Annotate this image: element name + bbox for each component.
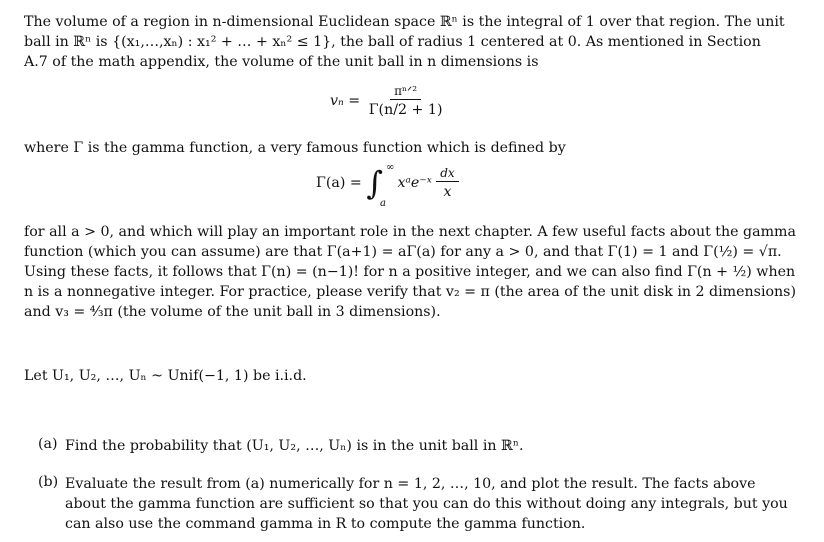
paragraph2: where Γ is the gamma function, a very famous function which is defined by (24, 140, 566, 156)
item-b-line3: can also use the command gamma in R to compute the gamma function. (65, 516, 586, 532)
equation2-fraction (436, 166, 458, 200)
integral-symbol: ∫ (366, 164, 383, 202)
equation2-frac-den: x (443, 184, 452, 200)
paragraph3-line4: n is a nonnegative integer. For practice, please verify that v₂ = π (the area of the unit disk in 2 dimensions) (24, 284, 796, 300)
paragraph1-line3: A.7 of the math appendix, the volume of the unit ball in n dimensions is (24, 54, 539, 70)
equation1-denominator: Γ(n/2 + 1) (368, 102, 443, 118)
integrand: xᵃe⁻ˣ (397, 175, 432, 191)
paragraph1-line2: ball in ℝⁿ is {(x₁,…,xₙ) : x₁² + … + xₙ² ≤ 1}, the ball of radius 1 centered at 0. As mentioned in Section (24, 34, 761, 50)
integral-lower-limit: a (380, 198, 386, 209)
paragraph3-line5: and v₃ = ⁴⁄₃π (the volume of the unit ball in 3 dimensions). (24, 304, 441, 320)
item-a-line1: Find the probability that (U₁, U₂, …, Uₙ) is in the unit ball in ℝⁿ. (65, 438, 524, 454)
equation1-fraction (365, 84, 447, 118)
item-b-line1: Evaluate the result from (a) numerically for n = 1, 2, …, 10, and plot the result. The facts above (65, 476, 756, 492)
gamma-equation (316, 162, 459, 210)
paragraph4: Let U₁, U₂, …, Uₙ ~ Unif(−1, 1) be i.i.d. (24, 368, 307, 384)
paragraph3-line1: for all a > 0, and which will play an important role in the next chapter. A few useful facts about the gamma (24, 224, 796, 240)
equation2-lhs: Γ(a) = (316, 175, 362, 191)
equation2-frac-num: dx (436, 166, 458, 182)
paragraph3-line2: function (which you can assume) are that Γ(a+1) = aΓ(a) for any a > 0, and that Γ(1) = 1 and Γ(½) = √π. (24, 244, 782, 260)
item-b-label: (b) (38, 474, 59, 490)
equation1-numerator: πⁿᐟ² (390, 84, 421, 100)
equation1-lhs: vₙ = (330, 93, 361, 109)
volume-equation (330, 84, 446, 118)
item-b-line2: about the gamma function are sufficient so that you can do this without doing any integrals, but you (65, 496, 788, 512)
paragraph3-line3: Using these facts, it follows that Γ(n) = (n−1)! for n a positive integer, and we can also find Γ(n + ½) when (24, 264, 796, 280)
item-a-label: (a) (38, 436, 58, 452)
paragraph1-line1: The volume of a region in n-dimensional Euclidean space ℝⁿ is the integral of 1 over that region. The unit (24, 14, 785, 30)
integral-upper-limit: ∞ (386, 162, 395, 173)
